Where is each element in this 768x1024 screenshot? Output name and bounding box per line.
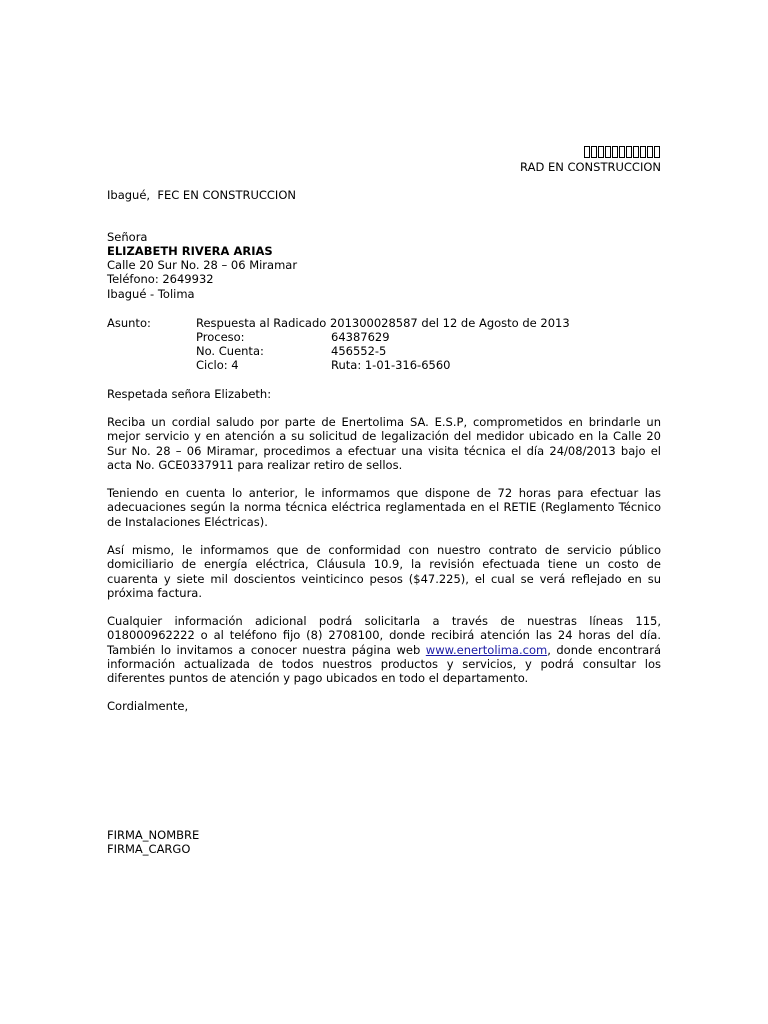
proceso-label: Proceso: bbox=[196, 330, 245, 344]
recipient-address: Calle 20 Sur No. 28 – 06 Miramar bbox=[107, 258, 298, 272]
paragraph-4-text-end: , donde encontrará información actualizada de todos nuestros productos y servicios, y podrá consultar los diferentes puntos de atención y pago ubicados en todo el departamento. bbox=[107, 642, 661, 686]
recipient-city: Ibagué - Tolima bbox=[107, 287, 195, 301]
greeting: Respetada señora Elizabeth: bbox=[107, 387, 272, 401]
paragraph-2: Teniendo en cuenta lo anterior, le informamos que dispone de 72 horas para efectuar las adecuaciones según la norma técnica eléctrica reglamentada en el RETIE (Reglamento Técnico de Instalaciones Eléctricas). bbox=[107, 486, 661, 529]
paragraph-4 bbox=[107, 614, 661, 685]
paragraph-4-text-start: Cualquier información adicional podrá solicitarla a través de nuestras líneas 115, 018000962222 o al teléfono fijo (8) 2708100, donde recibirá atención las 24 horas del día. También lo invitamos a conocer nuestra página web bbox=[107, 614, 661, 657]
proceso-value: 64387629 bbox=[331, 330, 390, 344]
radicado-number: RAD EN CONSTRUCCION bbox=[520, 160, 661, 174]
recipient-title: Señora bbox=[107, 230, 148, 244]
paragraph-1: Reciba un cordial saludo por parte de Enertolima SA. E.S.P, comprometidos en brindarle un mejor servicio y en atención a su solicitud de legalización del medidor ubicado en la Calle 20 Sur No. 28 – 06 Miramar, procedimos a efectuar una visita técnica el día 24/08/2013 bajo el acta No. GCE0337911 para realizar retiro de sellos. bbox=[107, 415, 661, 472]
signature-name: FIRMA_NOMBRE bbox=[107, 828, 200, 842]
date-line: Ibagué, FEC EN CONSTRUCCION bbox=[107, 188, 296, 202]
subject-text: Respuesta al Radicado 201300028587 del 12 de Agosto de 2013 bbox=[196, 316, 570, 330]
recipient-phone: Teléfono: 2649932 bbox=[107, 272, 214, 286]
cuenta-value: 456552-5 bbox=[331, 344, 387, 358]
recipient-name: ELIZABETH RIVERA ARIAS bbox=[107, 244, 273, 258]
website-link[interactable]: www.enertolima.com bbox=[425, 642, 548, 657]
ciclo-value: Ciclo: 4 bbox=[196, 358, 239, 372]
subject-label: Asunto: bbox=[107, 316, 151, 330]
paragraph-3: Así mismo, le informamos que de conformidad con nuestro contrato de servicio público domiciliario de energía eléctrica, Cláusula 10.9, la revisión efectuada tiene un costo de cuarenta y siete mil doscientos veinticinco pesos ($47.225), el cual se verá reflejado en su próxima factura. bbox=[107, 543, 661, 600]
cuenta-label: No. Cuenta: bbox=[196, 344, 264, 358]
ruta-value: Ruta: 1-01-316-6560 bbox=[331, 358, 451, 372]
barcode-placeholder bbox=[584, 146, 660, 158]
signature-role: FIRMA_CARGO bbox=[107, 842, 191, 856]
closing: Cordialmente, bbox=[107, 699, 189, 713]
